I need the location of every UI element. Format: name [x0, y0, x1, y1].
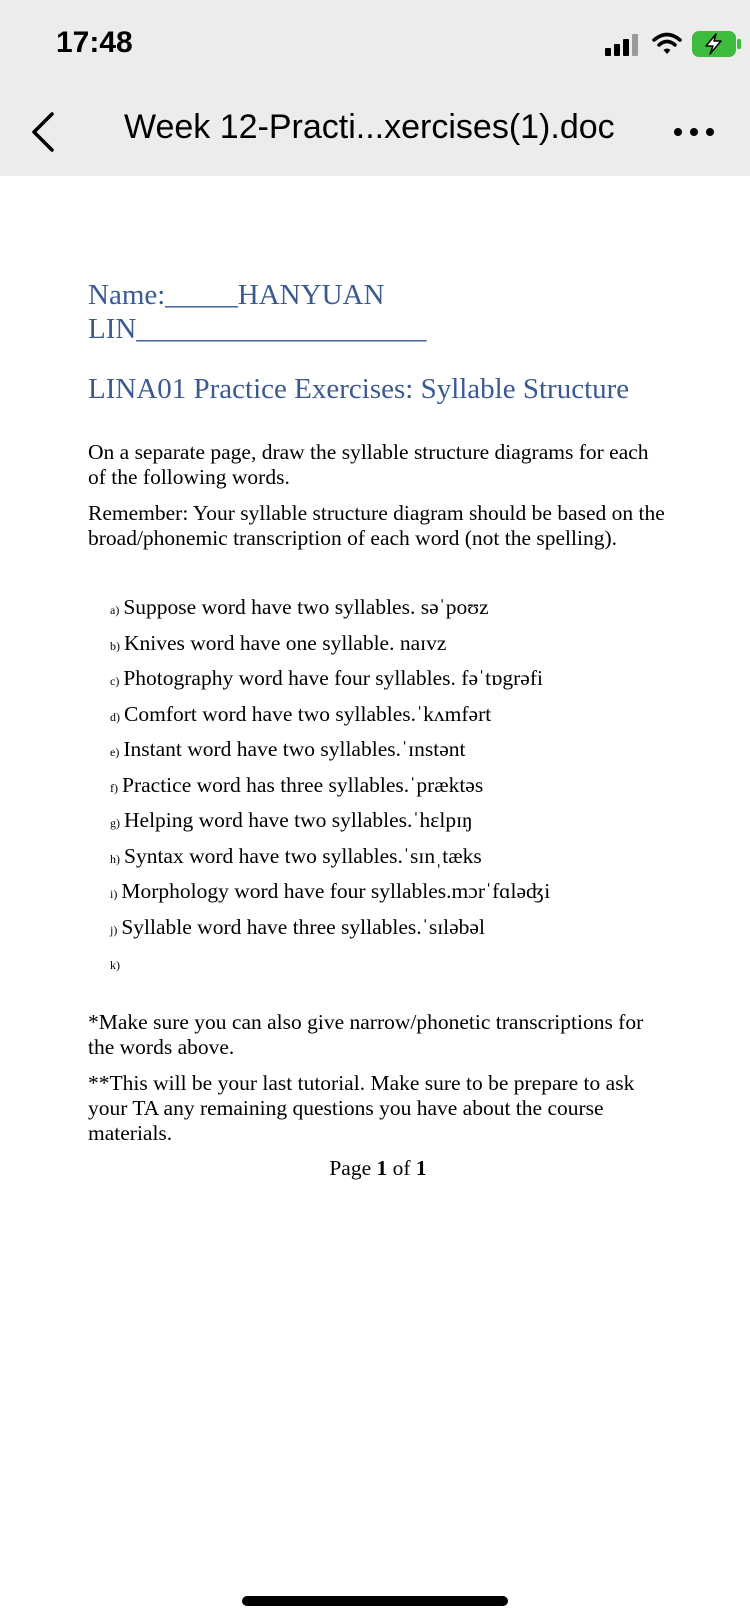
name-line-1: Name:_____HANYUAN [88, 279, 385, 311]
list-marker: f) [110, 780, 118, 795]
list-item-text: Morphology word have four syllables.mɔrˈfɑləʤi [121, 879, 551, 903]
page-middle: of [387, 1155, 416, 1180]
list-item [110, 808, 668, 844]
list-item-text: Practice word has three syllables.ˈpræktəs [122, 772, 484, 797]
list-marker: d) [110, 709, 120, 724]
list-item-text: Instant word have two syllables.ˈɪnstənt [123, 737, 466, 761]
chevron-left-icon[interactable] [28, 110, 60, 154]
wifi-icon [652, 32, 682, 56]
note-narrow-transcription: *Make sure you can also give narrow/phonetic transcriptions for the words above. [88, 1009, 644, 1059]
list-item [110, 915, 668, 951]
list-item-text: Photography word have four syllables. fəˈtɒgrəfi [123, 666, 543, 690]
reminder-paragraph: Remember: Your syllable structure diagram should be based on the broad/phonemic transcription of each word (not the spelling). [88, 501, 665, 550]
list-item [110, 879, 668, 915]
list-marker: i) [110, 887, 118, 901]
list-marker: g) [110, 816, 120, 830]
list-marker: a) [110, 603, 120, 617]
document-heading: LINA01 Practice Exercises: Syllable Structure [88, 373, 630, 405]
list-item [110, 631, 668, 667]
home-indicator[interactable] [242, 1596, 508, 1606]
list-item-text: Helping word have two syllables.ˈhɛlpɪŋ [124, 808, 473, 832]
exercise-list [110, 595, 668, 986]
list-item-text: Suppose word have two syllables. səˈpoʊz [123, 595, 489, 619]
page-current: 1 [376, 1155, 388, 1180]
list-item [110, 773, 668, 809]
status-time: 17:48 [56, 26, 133, 59]
list-item-text: Knives word have one syllable. naɪvz [124, 630, 447, 655]
page-indicator [88, 1156, 668, 1181]
list-item [110, 666, 668, 702]
ellipsis-icon[interactable] [674, 124, 718, 140]
list-marker: k) [110, 958, 120, 972]
list-marker: c) [110, 674, 120, 688]
document-title: Week 12-Practi...xercises(1).doc [124, 108, 615, 146]
list-item [110, 950, 668, 986]
list-item-text: Syllable word have three syllables.ˈsɪləbəl [121, 914, 485, 939]
list-item [110, 702, 668, 738]
list-marker: b) [110, 638, 120, 653]
list-item-text: Comfort word have two syllables.ˈkʌmfərt [124, 701, 492, 726]
note-last-tutorial: **This will be your last tutorial. Make sure to be prepare to ask your TA any remaining questions you have about the course materials. [88, 1070, 635, 1145]
name-line-2: LIN____________________ [88, 313, 427, 345]
page-total: 1 [415, 1155, 427, 1180]
list-marker: e) [110, 745, 120, 759]
name-heading [88, 278, 668, 346]
list-marker: h) [110, 851, 120, 866]
signal-icon [605, 34, 641, 56]
instruction-paragraph: On a separate page, draw the syllable structure diagrams for each of the following words. [88, 440, 649, 489]
list-item [110, 595, 668, 631]
top-bar [0, 0, 750, 176]
battery-charging-icon [692, 31, 742, 57]
list-item [110, 737, 668, 773]
list-item [110, 844, 668, 880]
page-prefix: Page [329, 1155, 377, 1180]
list-marker: j) [110, 922, 118, 937]
list-item-text: Syntax word have two syllables.ˈsɪnˌtæks [124, 843, 482, 868]
document-body [88, 278, 668, 1202]
